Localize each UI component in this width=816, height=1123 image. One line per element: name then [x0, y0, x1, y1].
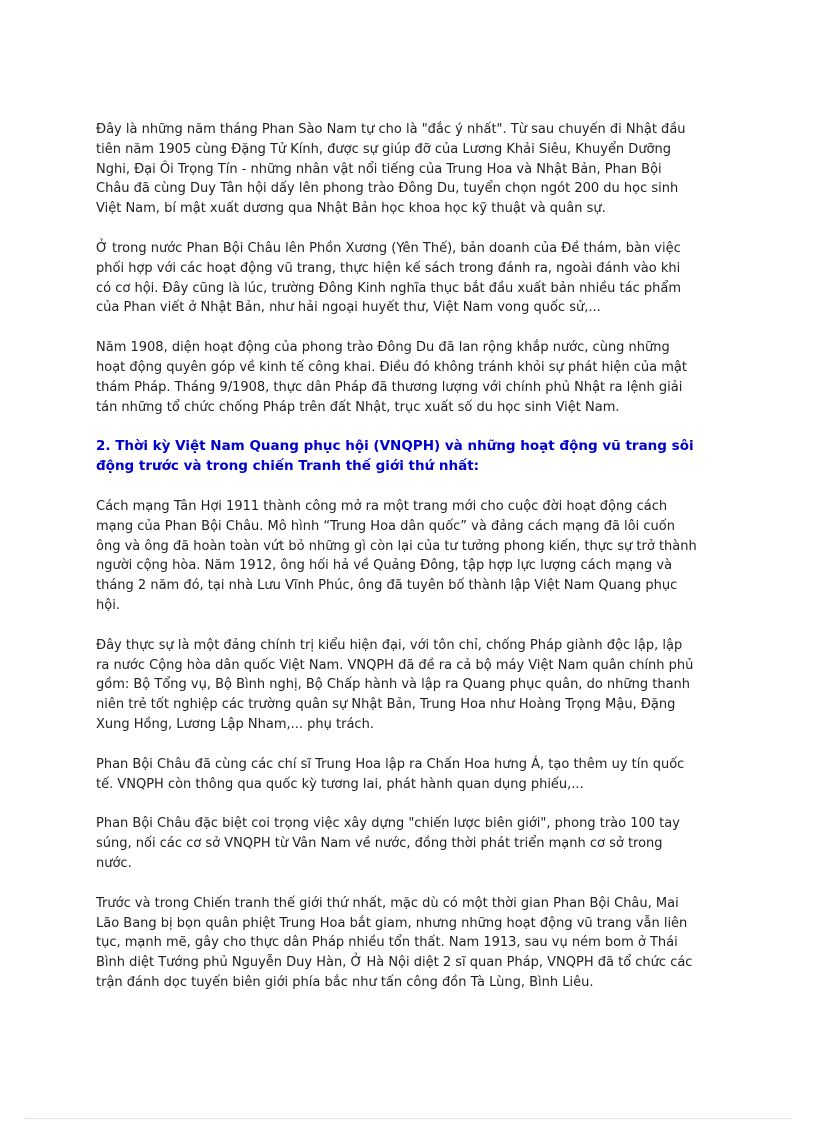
text-line: hoạt động quyên góp về kinh tế công khai. Điều đó không tránh khỏi sự phát hiện của mật — [96, 359, 687, 375]
text-line: Châu đã cùng Duy Tân hội dấy lên phong trào Đông Du, tuyển chọn ngót 200 du học sinh — [96, 181, 679, 197]
paragraph-1908 — [96, 338, 724, 417]
paragraph-border-strategy — [96, 814, 724, 873]
text-line: thám Pháp. Tháng 9/1908, thực dân Pháp đã thương lượng với chính phủ Nhật ra lệnh giải — [96, 379, 683, 395]
paragraph-chan-hoa — [96, 755, 724, 795]
text-line: trận đánh dọc tuyến biên giới phía bắc như tấn công đồn Tà Lùng, Bình Liêu. — [96, 974, 594, 990]
text-line: Lão Bang bị bọn quân phiệt Trung Hoa bắt giam, nhưng những hoạt động vũ trang vẫn liên — [96, 915, 688, 931]
text-line: ông và ông đã hoàn toàn vứt bỏ những gì còn lại của tư tưởng phong kiến, thực sự trở thành — [96, 538, 697, 554]
text-line: Cách mạng Tân Hợi 1911 thành công mở ra một trang mới cho cuộc đời hoạt động cách — [96, 498, 668, 514]
heading-line: 2. Thời kỳ Việt Nam Quang phục hội (VNQPH) và những hoạt động vũ trang sôi — [96, 438, 694, 455]
page-bottom-divider — [24, 1118, 792, 1119]
text-line: tháng 2 năm đó, tại nhà Lưu Vĩnh Phúc, ông đã tuyên bố thành lập Việt Nam Quang phục — [96, 578, 678, 594]
text-line: Năm 1908, diện hoạt động của phong trào Đông Du đã lan rộng khắp nước, cùng những — [96, 340, 670, 356]
paragraph-vnqph-party — [96, 636, 724, 735]
text-line: niên trẻ tốt nghiệp các trường quân sự Nhật Bản, Trung Hoa như Hoàng Trọng Mậu, Đặng — [96, 697, 676, 713]
text-line: tục, mạnh mẽ, gây cho thực dân Pháp nhiều tổn thất. Nam 1913, sau vụ ném bom ở Thái — [96, 935, 678, 951]
text-line: tiên năm 1905 cùng Đặng Tử Kính, được sự giúp đỡ của Lương Khải Siêu, Khuyển Dưỡng — [96, 141, 672, 157]
text-line: phối hợp với các hoạt động vũ trang, thực hiện kế sách trong đánh ra, ngoài đánh vào khi — [96, 260, 681, 276]
text-line: nước. — [96, 855, 132, 871]
text-line: hội. — [96, 597, 120, 613]
text-line: Phan Bội Châu đặc biệt coi trọng việc xây dựng "chiến lược biên giới", phong trào 100 tay — [96, 816, 680, 832]
paragraph-phon-xuong — [96, 239, 724, 318]
section-heading — [96, 437, 724, 477]
text-line: Đây thực sự là một đảng chính trị kiểu hiện đại, với tôn chỉ, chống Pháp giành độc lập, lập — [96, 637, 683, 653]
text-line: người cộng hòa. Năm 1912, ông hối hả về Quảng Đông, tập hợp lực lượng cách mạng và — [96, 558, 673, 574]
text-line: súng, nối các cơ sở VNQPH từ Vân Nam về nước, đồng thời phát triển mạnh cơ sở trong — [96, 836, 663, 852]
paragraph-tan-hoi — [96, 497, 724, 616]
heading-line: động trước và trong chiến Tranh thế giới thứ nhất: — [96, 458, 480, 475]
text-line: tán những tổ chức chống Pháp trên đất Nhật, trục xuất số du học sinh Việt Nam. — [96, 399, 620, 415]
paragraph-wwi — [96, 894, 724, 993]
text-line: của Phan viết ở Nhật Bản, như hải ngoại huyết thư, Việt Nam vong quốc sử,... — [96, 300, 601, 316]
text-line: ra nước Cộng hòa dân quốc Việt Nam. VNQPH đã đề ra cả bộ máy Việt Nam quân chính phủ — [96, 657, 694, 673]
text-line: Xung Hồng, Lương Lập Nham,... phụ trách. — [96, 716, 374, 732]
text-line: Trước và trong Chiến tranh thế giới thứ nhất, mặc dù có một thời gian Phan Bội Châu, Mai — [96, 895, 679, 911]
text-line: Ở trong nước Phan Bội Châu lên Phồn Xương (Yên Thế), bản doanh của Đề thám, bàn việc — [96, 240, 681, 256]
text-line: Việt Nam, bí mật xuất dương qua Nhật Bản học khoa học kỹ thuật và quân sự. — [96, 201, 606, 217]
text-line: Nghi, Đại Ôi Trọng Tín - những nhân vật nổi tiếng của Trung Hoa và Nhật Bản, Phan Bội — [96, 161, 662, 177]
text-line: có cơ hội. Đây cũng là lúc, trường Đông Kinh nghĩa thục bắt đầu xuất bản nhiều tác phẩm — [96, 280, 682, 296]
text-line: Phan Bội Châu đã cùng các chí sĩ Trung Hoa lập ra Chấn Hoa hưng Á, tạo thêm uy tín quốc — [96, 756, 685, 772]
text-line: mạng của Phan Bội Châu. Mô hình “Trung Hoa dân quốc” và đảng cách mạng đã lôi cuốn — [96, 518, 675, 534]
text-line: gồm: Bộ Tổng vụ, Bộ Bình nghị, Bộ Chấp hành và lập ra Quang phục quân, do những thanh — [96, 677, 691, 693]
text-line: Đây là những năm tháng Phan Sào Nam tự cho là "đắc ý nhất". Từ sau chuyến đi Nhật đầu — [96, 122, 686, 137]
paragraph-dong-du — [96, 120, 724, 219]
text-line: tế. VNQPH còn thông qua quốc kỳ tương lai, phát hành quan dụng phiếu,... — [96, 776, 584, 792]
document-body — [96, 120, 724, 1013]
text-line: Bình diệt Tướng phủ Nguyễn Duy Hàn, Ở Hà Nội diệt 2 sĩ quan Pháp, VNQPH đã tổ chức các — [96, 955, 693, 971]
